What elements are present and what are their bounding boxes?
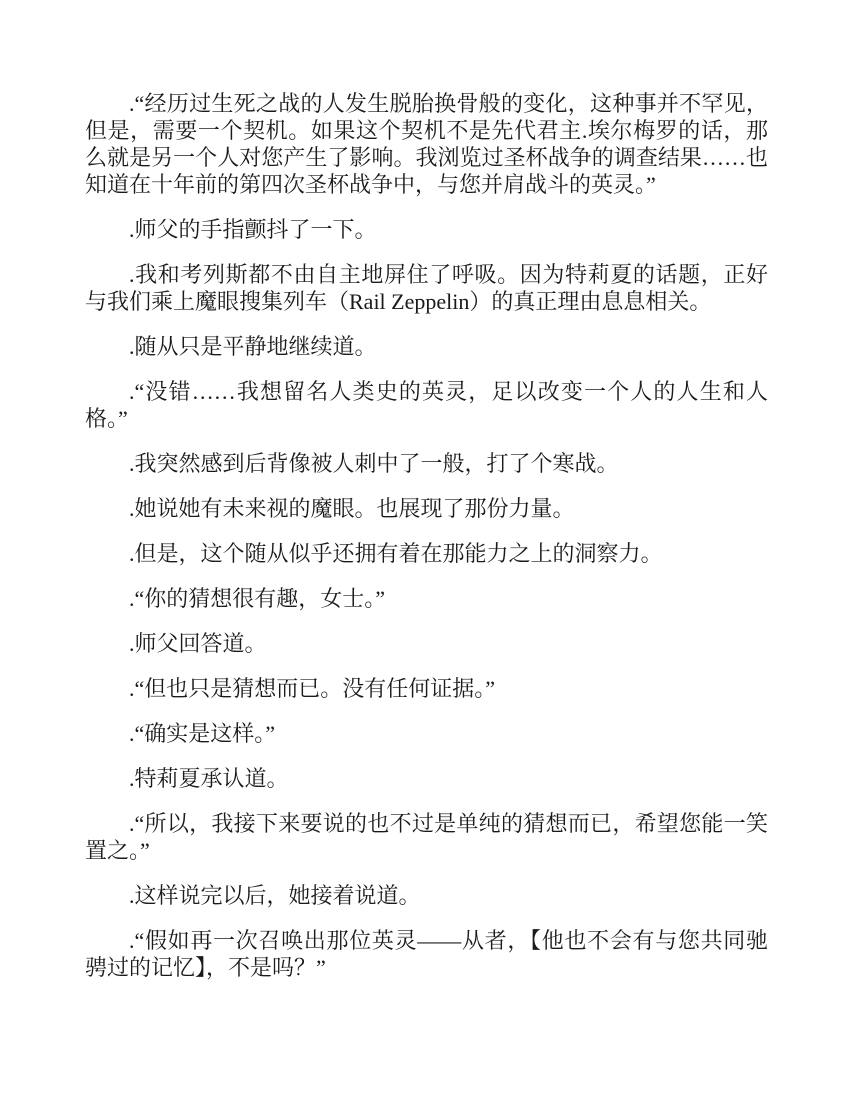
paragraph: .我和考列斯都不由自主地屏住了呼吸。因为特莉夏的话题，正好与我们乘上魔眼搜集列车（Rail Zeppelin）的真正理由息息相关。 bbox=[85, 262, 768, 314]
paragraph: .师父回答道。 bbox=[129, 631, 267, 656]
paragraph: .她说她有未来视的魔眼。也展现了那份力量。 bbox=[129, 496, 575, 521]
paragraph: .“假如再一次召唤出那位英灵——从者，【他也不会有与您共同驰骋过的记忆】，不是吗？” bbox=[85, 928, 768, 980]
paragraph: .“你的猜想很有趣，女士。” bbox=[129, 586, 386, 611]
paragraph: .但是，这个随从似乎还拥有着在那能力之上的洞察力。 bbox=[129, 541, 663, 566]
paragraph: .我突然感到后背像被人刺中了一般，打了个寒战。 bbox=[129, 451, 619, 476]
paragraph: .“没错……我想留名人类史的英灵，足以改变一个人的人生和人格。” bbox=[85, 379, 768, 431]
paragraph: .这样说完以后，她接着说道。 bbox=[129, 883, 421, 908]
paragraph: .“所以，我接下来要说的也不过是单纯的猜想而已，希望您能一笑置之。” bbox=[85, 811, 768, 863]
paragraph: .“经历过生死之战的人发生脱胎换骨般的变化，这种事并不罕见，但是，需要一个契机。如果这个契机不是先代君主.埃尔梅罗的话，那么就是另一个人对您产生了影响。我浏览过圣杯战争的调查结果……也知道在十年前的第四次圣杯战争中，与您并肩战斗的英灵。” bbox=[85, 91, 768, 197]
paragraph: .特莉夏承认道。 bbox=[129, 766, 289, 791]
paragraph: .随从只是平静地继续道。 bbox=[129, 334, 377, 359]
paragraph: .“但也只是猜想而已。没有任何证据。” bbox=[129, 676, 496, 701]
paragraph: .“确实是这样。” bbox=[129, 721, 276, 746]
paragraph: .师父的手指颤抖了一下。 bbox=[129, 217, 377, 242]
